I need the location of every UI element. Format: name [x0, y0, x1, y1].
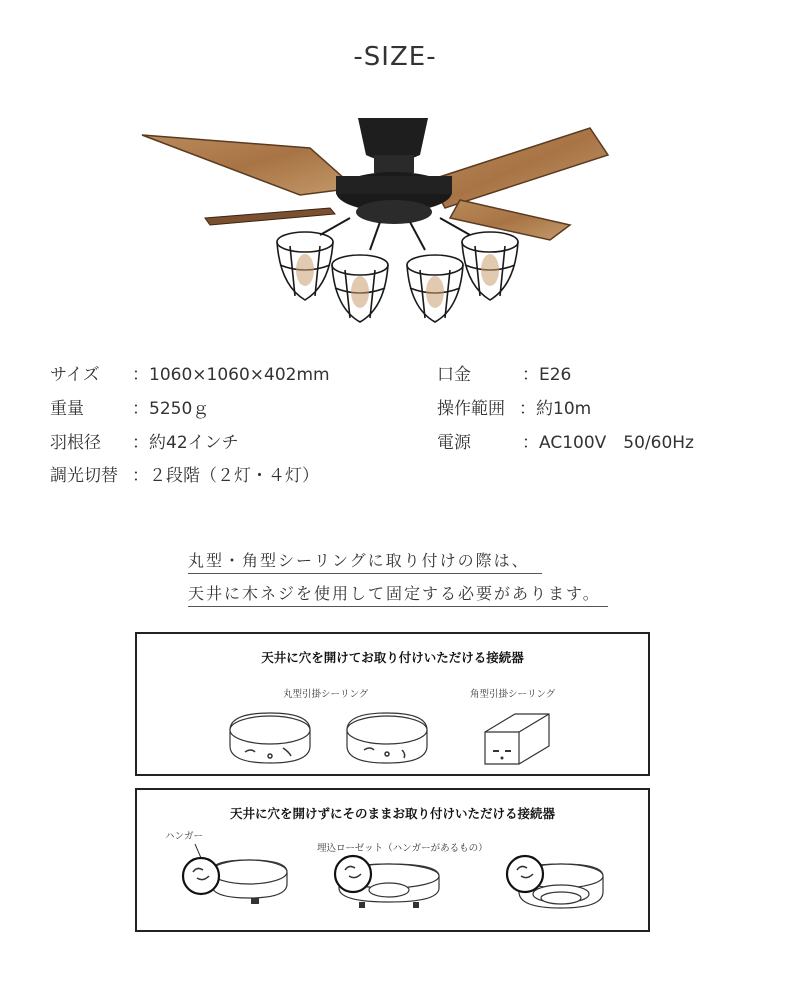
spec-value: ：２段階（２灯・４灯）	[132, 466, 319, 486]
spec-dimming	[50, 461, 410, 485]
spec-value: ：E26	[522, 365, 572, 385]
spec-power	[437, 428, 737, 452]
spec-label: サイズ	[50, 365, 100, 385]
page-title: -SIZE-	[353, 42, 437, 72]
label-hanger: ハンガー	[165, 831, 204, 842]
spec-label: 電源	[437, 433, 471, 453]
fan-blade-right	[430, 128, 608, 208]
fan-blade-left	[142, 135, 355, 195]
round-ceiling-connector-image	[342, 708, 432, 768]
note-underline	[188, 573, 542, 574]
spec-value: ：1060×1060×402mm	[132, 365, 330, 385]
fan-blade-front	[205, 208, 335, 225]
spec-socket	[437, 360, 737, 384]
spec-label: 羽根径	[50, 433, 101, 453]
square-ceiling-connector-image	[479, 706, 554, 768]
spec-label: 重量	[50, 399, 84, 419]
spec-label: 操作範囲	[437, 399, 505, 419]
embedded-rosette-image	[497, 852, 607, 916]
box-title: 天井に穴を開けずにそのままお取り付けいただける接続器	[229, 806, 555, 821]
connector-box-no-holes	[135, 788, 650, 932]
spec-blade-diameter	[50, 428, 410, 452]
spec-value: ：約42インチ	[132, 433, 239, 453]
hanger-connector-image	[173, 840, 293, 912]
note-line-1: 丸型・角型シーリングに取り付けの際は、	[188, 551, 530, 570]
spec-label: 口金	[437, 365, 471, 385]
label-embedded-rosette: 埋込ローゼット（ハンガーがあるもの）	[317, 843, 488, 854]
spec-value: ：5250ｇ	[132, 399, 210, 419]
spec-range	[437, 394, 737, 418]
spec-value: ：AC100V 50/60Hz	[522, 433, 694, 453]
spec-label: 調光切替	[50, 466, 118, 486]
round-ceiling-connector-image	[225, 708, 315, 768]
spec-weight	[50, 394, 410, 418]
spec-size	[50, 360, 410, 384]
label-square-ceiling: 角型引掛シーリング	[470, 689, 556, 700]
connector-box-with-holes	[135, 632, 650, 776]
note-line-2: 天井に木ネジを使用して固定する必要があります。	[188, 584, 601, 603]
note-underline	[188, 606, 608, 607]
spec-value: ：約10m	[519, 399, 592, 419]
box-title: 天井に穴を開けてお取り付けいただける接続器	[261, 650, 524, 665]
embedded-rosette-image	[327, 852, 447, 916]
label-round-ceiling: 丸型引掛シーリング	[283, 689, 369, 700]
ceiling-fan-image	[130, 100, 690, 345]
